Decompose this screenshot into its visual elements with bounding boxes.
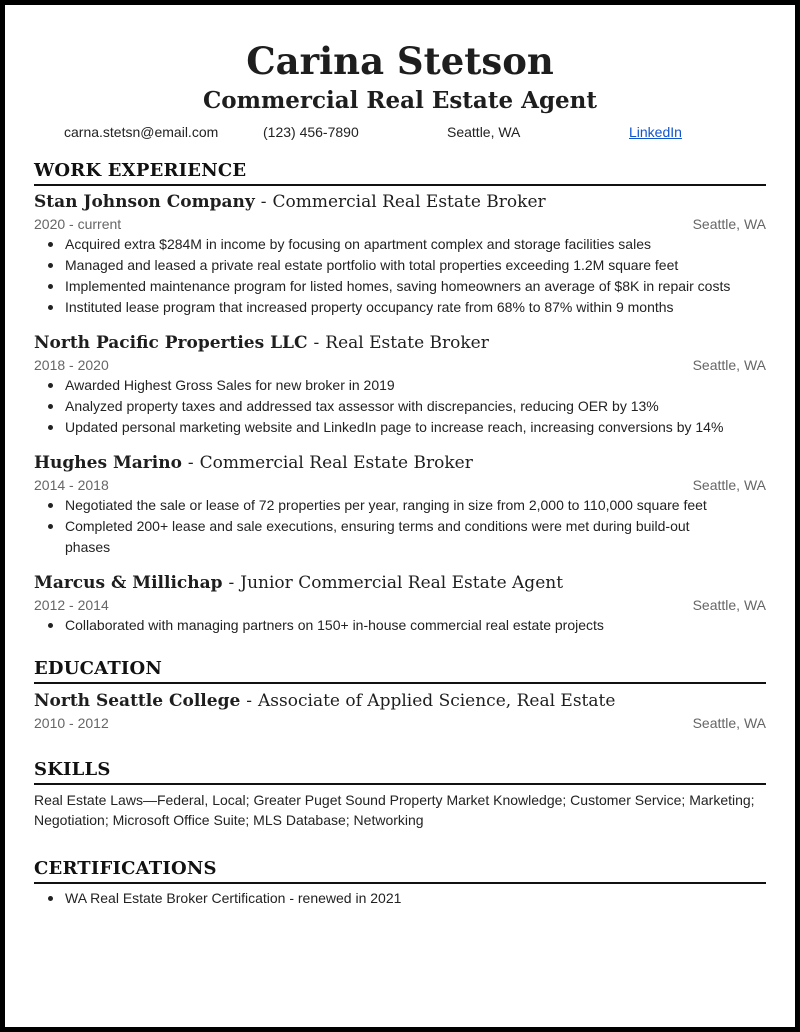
certifications-list — [34, 888, 766, 909]
job-company: Hughes Marino — [34, 453, 182, 473]
job-dates: 2014 - 2018 — [34, 477, 109, 493]
education-heading: EDUCATION — [34, 658, 766, 684]
job-entry — [34, 451, 766, 558]
contact-row — [34, 122, 766, 142]
contact-location: Seattle, WA — [447, 124, 521, 140]
job-dates: 2012 - 2014 — [34, 597, 109, 613]
job-bullet: Updated personal marketing website and LinkedIn page to increase reach, increasing conversions by 14% — [65, 417, 766, 438]
job-bullets — [34, 234, 766, 318]
job-entry — [34, 331, 766, 438]
job-title-line: North Pacific Properties LLC - Real Estate Broker — [34, 333, 489, 353]
skills-list: Real Estate Laws—Federal, Local; Greater Puget Sound Property Market Knowledge; Customer Service; Marketing; Negotiation; Microsoft Office Suite; MLS Database; Networking — [34, 792, 755, 828]
contact-email: carna.stetsn@email.com — [64, 124, 219, 140]
job-dates: 2018 - 2020 — [34, 357, 109, 373]
education-title-line: North Seattle College - Associate of Applied Science, Real Estate — [34, 691, 616, 711]
job-location: Seattle, WA — [692, 216, 766, 232]
job-bullets — [34, 495, 766, 558]
job-bullet: Collaborated with managing partners on 150+ in-house commercial real estate projects — [65, 615, 766, 636]
job-bullet: Analyzed property taxes and addressed tax assessor with discrepancies, reducing OER by 13% — [65, 396, 766, 417]
contact-phone: (123) 456-7890 — [263, 124, 359, 140]
job-bullet: Managed and leased a private real estate portfolio with total properties exceeding 1.2M square feet — [65, 255, 766, 276]
job-bullet: Completed 200+ lease and sale executions, ensuring terms and conditions were met during build-out phases — [65, 516, 766, 558]
job-meta — [34, 475, 766, 495]
linkedin-link[interactable]: LinkedIn — [629, 124, 682, 140]
job-bullet: Implemented maintenance program for listed homes, saving homeowners an average of $8K in repair costs — [65, 276, 766, 297]
job-meta — [34, 214, 766, 234]
job-title-line: Hughes Marino - Commercial Real Estate Broker — [34, 453, 473, 473]
education-school: North Seattle College — [34, 691, 241, 711]
job-role: Junior Commercial Real Estate Agent — [240, 573, 564, 593]
job-role: Commercial Real Estate Broker — [272, 192, 546, 212]
job-company: North Pacific Properties LLC — [34, 333, 308, 353]
education-dates: 2010 - 2012 — [34, 715, 109, 731]
job-dates: 2020 - current — [34, 216, 122, 232]
job-location: Seattle, WA — [692, 597, 766, 613]
certifications-heading: CERTIFICATIONS — [34, 858, 766, 884]
job-company: Marcus & Millichap — [34, 573, 223, 593]
education-meta — [34, 713, 766, 733]
job-bullet: Instituted lease program that increased property occupancy rate from 68% to 87% within 9 months — [65, 297, 766, 318]
job-bullets — [34, 375, 766, 438]
education-entry — [34, 689, 766, 733]
job-bullets — [34, 615, 766, 636]
candidate-name: Carina Stetson — [246, 39, 554, 83]
job-location: Seattle, WA — [692, 477, 766, 493]
job-title-line: Stan Johnson Company - Commercial Real Estate Broker — [34, 192, 546, 212]
job-role: Commercial Real Estate Broker — [199, 453, 473, 473]
education-degree: Associate of Applied Science, — [258, 691, 512, 711]
resume-page — [5, 5, 795, 1027]
job-bullet: Negotiated the sale or lease of 72 properties per year, ranging in size from 2,000 to 110,000 square feet — [65, 495, 766, 516]
job-location: Seattle, WA — [692, 357, 766, 373]
job-title-line: Marcus & Millichap - Junior Commercial Real Estate Agent — [34, 573, 564, 593]
education-location: Seattle, WA — [692, 715, 766, 731]
certification-item: WA Real Estate Broker Certification - renewed in 2021 — [65, 888, 766, 909]
job-bullet: Acquired extra $284M in income by focusing on apartment complex and storage facilities sales — [65, 234, 766, 255]
job-meta — [34, 595, 766, 615]
job-company: Stan Johnson Company — [34, 192, 255, 212]
job-bullet: Awarded Highest Gross Sales for new broker in 2019 — [65, 375, 766, 396]
job-entry — [34, 190, 766, 318]
skills-heading: SKILLS — [34, 759, 766, 785]
job-entry — [34, 571, 766, 636]
job-role: Real Estate Broker — [325, 333, 489, 353]
work-experience-heading: WORK EXPERIENCE — [34, 160, 766, 186]
candidate-title: Commercial Real Estate Agent — [202, 87, 598, 114]
education-field: Real Estate — [516, 691, 616, 711]
job-meta — [34, 355, 766, 375]
